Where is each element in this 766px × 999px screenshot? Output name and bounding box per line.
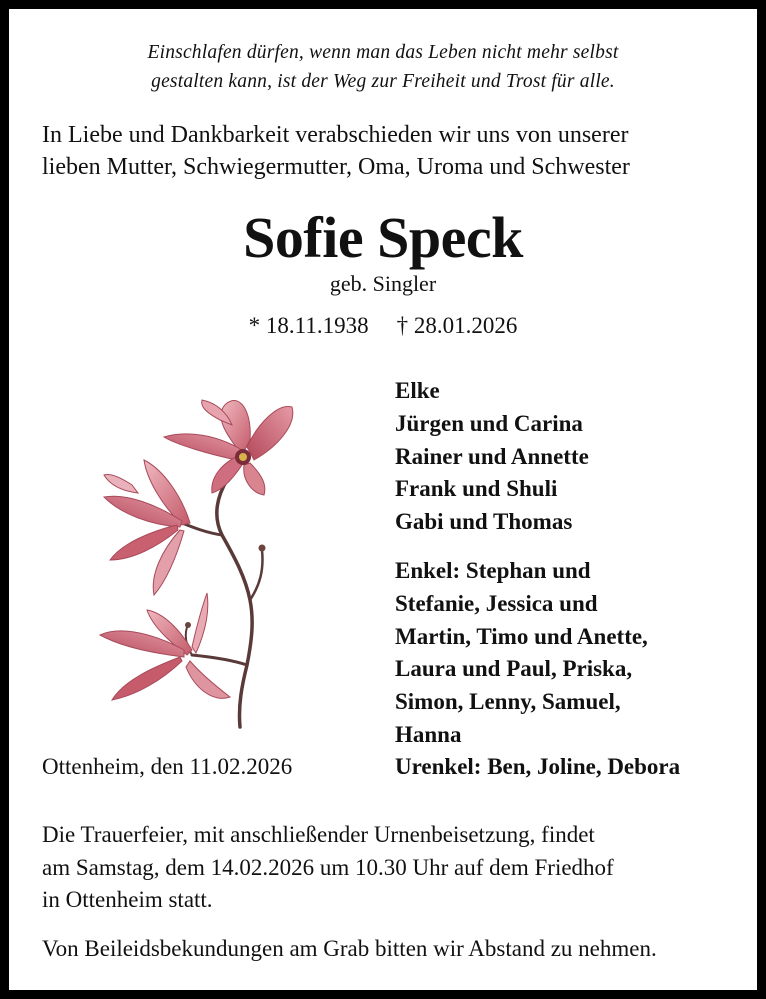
intro-line-1: In Liebe und Dankbarkeit verabschieden wir uns von unserer bbox=[42, 122, 629, 148]
family-member: Gabi und Thomas bbox=[395, 509, 573, 535]
grandchildren-line: Stefanie, Jessica und bbox=[395, 590, 598, 616]
ceremony-info bbox=[42, 819, 614, 917]
grandchildren-line: Simon, Lenny, Samuel, bbox=[395, 689, 621, 715]
ceremony-line-1: Die Trauerfeier, mit anschließender Urnenbeisetzung, findet bbox=[42, 822, 595, 847]
intro-line-2: lieben Mutter, Schwiegermutter, Oma, Uroma und Schwester bbox=[42, 154, 630, 180]
great-grandchildren: Urenkel: Ben, Joline, Debora bbox=[395, 754, 681, 779]
family-member: Jürgen und Carina bbox=[395, 410, 583, 436]
grandchildren-line: Hanna bbox=[395, 721, 462, 747]
magnolia-branch-icon bbox=[92, 385, 307, 735]
grandchildren-line: Laura und Paul, Priska, bbox=[395, 656, 633, 682]
quote bbox=[0, 38, 766, 96]
family-member: Rainer und Annette bbox=[395, 443, 589, 469]
quote-line-1: Einschlafen dürfen, wenn man das Leben nicht mehr selbst bbox=[147, 42, 619, 63]
ceremony-line-3: in Ottenheim statt. bbox=[42, 887, 213, 912]
grandchildren-line: Enkel: Stephan und bbox=[395, 558, 591, 583]
family-member: Elke bbox=[395, 378, 440, 403]
condolence-note: Von Beileidsbekundungen am Grab bitten wir Abstand zu nehmen. bbox=[42, 936, 657, 961]
birth-date: * 18.11.1938 bbox=[248, 313, 369, 338]
maiden-name: geb. Singler bbox=[329, 271, 437, 296]
family-list bbox=[395, 375, 589, 539]
deceased-name: Sofie Speck bbox=[243, 205, 523, 270]
place-date: Ottenheim, den 11.02.2026 bbox=[42, 754, 293, 779]
family-member: Frank und Shuli bbox=[395, 476, 558, 502]
intro-text bbox=[42, 119, 630, 183]
death-date: † 28.01.2026 bbox=[396, 313, 518, 338]
quote-line-2: gestalten kann, ist der Weg zur Freiheit und Trost für alle. bbox=[151, 71, 615, 92]
grandchildren-list bbox=[395, 555, 648, 752]
grandchildren-line: Martin, Timo und Anette, bbox=[395, 623, 648, 649]
magnolia-illustration bbox=[92, 385, 307, 735]
ceremony-line-2: am Samstag, dem 14.02.2026 um 10.30 Uhr auf dem Friedhof bbox=[42, 854, 614, 880]
life-dates bbox=[0, 311, 766, 341]
